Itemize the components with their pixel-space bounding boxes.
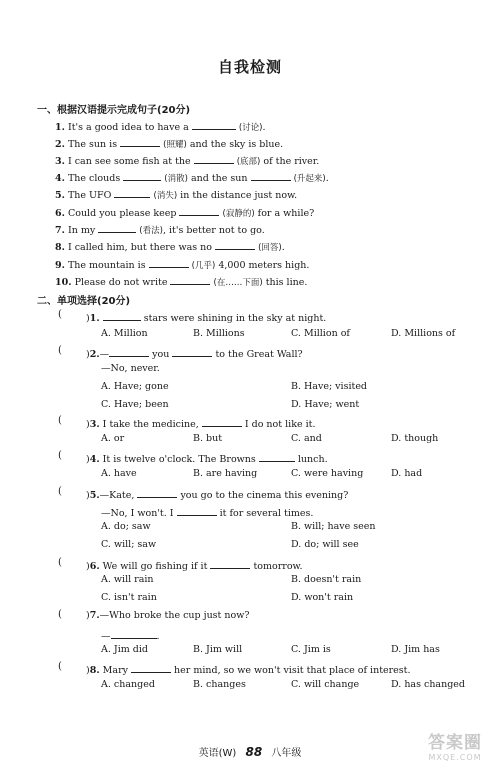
s1-item-5: 5. The UFO (消失) in the distance just now. xyxy=(55,186,297,203)
q5-option-b[interactable]: B. will; have seen xyxy=(291,521,376,532)
q1-option-d[interactable]: D. Millions of xyxy=(391,328,456,339)
answer-blank[interactable] xyxy=(98,221,136,233)
q3-option-c[interactable]: C. and xyxy=(291,433,322,444)
q7-option-b[interactable]: B. Jim will xyxy=(193,644,243,655)
q8-option-c[interactable]: C. will change xyxy=(291,679,360,690)
q7-option-a[interactable]: A. Jim did xyxy=(101,644,148,655)
s1-item-8: 8. I called him, but there was no (回答). xyxy=(55,238,285,255)
q5-option-c[interactable]: C. will; saw xyxy=(101,539,157,550)
q4-stem: )4. It is twelve o'clock. The Browns lunch. xyxy=(86,450,328,467)
s1-item-2: 2. The sun is (照耀) and the sky is blue. xyxy=(55,135,283,152)
q4-option-c[interactable]: C. were having xyxy=(291,468,364,479)
q7-response: — . xyxy=(101,627,160,644)
q6-option-c[interactable]: C. isn't rain xyxy=(101,592,157,603)
q7-option-c[interactable]: C. Jim is xyxy=(291,644,331,655)
q8-option-a[interactable]: A. changed xyxy=(101,679,155,690)
q3-option-d[interactable]: D. though xyxy=(391,433,439,444)
answer-blank[interactable] xyxy=(111,627,157,639)
section2-heading: 二、单项选择(20分) xyxy=(37,296,131,307)
q6-option-d[interactable]: D. won't rain xyxy=(291,592,354,603)
answer-blank[interactable] xyxy=(114,186,150,198)
answer-blank[interactable] xyxy=(259,450,295,462)
answer-paren[interactable]: ( xyxy=(58,345,62,356)
page-number: 88 xyxy=(245,745,263,759)
answer-blank[interactable] xyxy=(179,204,219,216)
answer-blank[interactable] xyxy=(177,504,217,516)
s1-item-9: 9. The mountain is (几乎) 4,000 meters high. xyxy=(55,256,309,273)
answer-blank[interactable] xyxy=(123,169,161,181)
q1-option-c[interactable]: C. Million of xyxy=(291,328,350,339)
q2-stem: )2.— you to the Great Wall? xyxy=(86,345,303,362)
q2-option-b[interactable]: B. Have; visited xyxy=(291,381,368,392)
q3-option-b[interactable]: B. but xyxy=(193,433,223,444)
answer-paren[interactable]: ( xyxy=(58,661,62,672)
answer-blank[interactable] xyxy=(210,557,250,569)
answer-paren[interactable]: ( xyxy=(58,309,62,320)
q2-response: —No, never. xyxy=(101,363,160,374)
q5-stem: )5.—Kate, you go to the cinema this evening? xyxy=(86,486,348,503)
q4-option-d[interactable]: D. had xyxy=(391,468,423,479)
page-title: 自我检测 xyxy=(217,58,282,76)
answer-blank[interactable] xyxy=(172,345,212,357)
q2-option-a[interactable]: A. Have; gone xyxy=(101,381,169,392)
q8-option-b[interactable]: B. changes xyxy=(193,679,246,690)
answer-blank[interactable] xyxy=(137,486,177,498)
q3-stem: )3. I take the medicine, I do not like it. xyxy=(86,415,315,432)
answer-blank[interactable] xyxy=(149,256,189,268)
answer-paren[interactable]: ( xyxy=(58,415,62,426)
s1-item-4: 4. The clouds (消散) and the sun (升起来). xyxy=(55,169,329,186)
q2-option-c[interactable]: C. Have; been xyxy=(101,399,169,410)
q4-option-a[interactable]: A. have xyxy=(101,468,137,479)
answer-blank[interactable] xyxy=(192,118,236,130)
q1-option-b[interactable]: B. Millions xyxy=(193,328,245,339)
q2-option-d[interactable]: D. Have; went xyxy=(291,399,360,410)
q1-option-a[interactable]: A. Million xyxy=(101,328,148,339)
s1-item-7: 7. In my (看法), it's better not to go. xyxy=(55,221,265,238)
answer-blank[interactable] xyxy=(215,238,255,250)
s1-item-10: 10. Please do not write (在……下面) this line. xyxy=(55,273,307,290)
section1-heading: 一、根据汉语提示完成句子(20分) xyxy=(37,105,191,116)
q8-stem: )8. Mary her mind, so we won't visit that place of interest. xyxy=(86,661,411,678)
q5-response: —No, I won't. I it for several times. xyxy=(101,504,313,521)
q6-stem: )6. We will go fishing if it tomorrow. xyxy=(86,557,303,574)
footer-subject: 英语(W) xyxy=(198,748,237,759)
answer-paren[interactable]: ( xyxy=(58,486,62,497)
q3-option-a[interactable]: A. or xyxy=(101,433,125,444)
answer-blank[interactable] xyxy=(170,273,210,285)
q5-option-a[interactable]: A. do; saw xyxy=(101,521,151,532)
q6-option-b[interactable]: B. doesn't rain xyxy=(291,574,362,585)
q7-option-d[interactable]: D. Jim has xyxy=(391,644,440,655)
s1-item-6: 6. Could you please keep (寂静的) for a while? xyxy=(55,204,314,221)
s1-item-1: 1. It's a good idea to have a (讨论). xyxy=(55,118,266,135)
watermark-logo: 答案圈 MXQE.COM xyxy=(428,733,482,762)
answer-paren[interactable]: ( xyxy=(58,609,62,620)
s1-item-3: 3. I can see some fish at the (底部) of the river. xyxy=(55,152,319,169)
q8-option-d[interactable]: D. has changed xyxy=(391,679,466,690)
answer-blank[interactable] xyxy=(202,415,242,427)
q5-option-d[interactable]: D. do; will see xyxy=(291,539,359,550)
q7-stem: )7.—Who broke the cup just now? xyxy=(86,610,250,621)
answer-blank[interactable] xyxy=(131,661,171,673)
answer-blank[interactable] xyxy=(194,152,234,164)
q1-stem: )1. stars were shining in the sky at night. xyxy=(86,309,326,326)
answer-blank[interactable] xyxy=(103,309,141,321)
answer-paren[interactable]: ( xyxy=(58,450,62,461)
answer-blank[interactable] xyxy=(109,345,149,357)
answer-paren[interactable]: ( xyxy=(58,557,62,568)
footer-grade: 八年级 xyxy=(271,748,302,759)
answer-blank[interactable] xyxy=(251,169,291,181)
answer-blank[interactable] xyxy=(120,135,160,147)
q4-option-b[interactable]: B. are having xyxy=(193,468,258,479)
q6-option-a[interactable]: A. will rain xyxy=(101,574,154,585)
